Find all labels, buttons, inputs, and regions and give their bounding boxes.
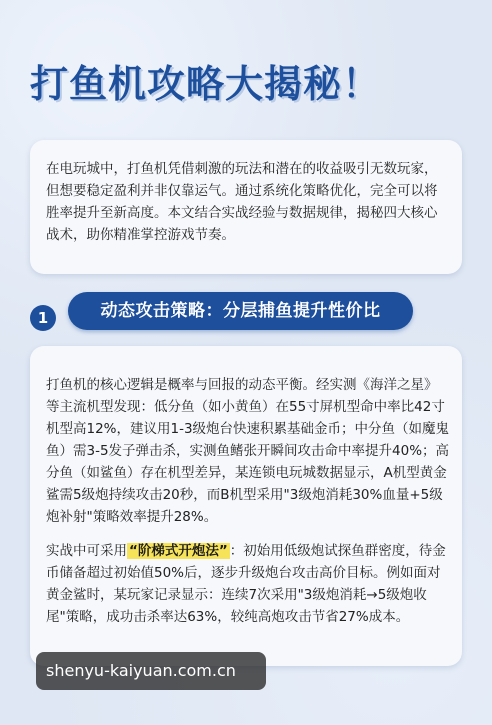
highlight-strategy-name: “阶梯式开炮法” [129, 543, 228, 559]
watermark-text: shenyu-kaiyuan.com.cn [46, 661, 236, 680]
paragraph-2-suffix: ：初始用低级炮试探鱼群密度，待金币储备超过初始值50%后，逐步升级炮台攻击高价目标。例如面对黄金鲨时，某玩家记录显示：连续7次采用"3级炮消耗→5级炮收尾"策略，成功击杀率达63%，较纯高炮攻击节省27%成本。 [46, 543, 446, 625]
body-paragraph-1: 打鱼机的核心逻辑是概率与回报的动态平衡。经实测《海洋之星》等主流机型发现：低分鱼（如小黄鱼）在55寸屏机型命中率比42寸机型高12%，建议用1-3级炮台快速积累基础金币；中分鱼（如魔鬼鱼）需3-5发子弹击杀，实测鱼鳍张开瞬间攻击命中率提升40%；高分鱼（如鲨鱼）存在机型差异，某连锁电玩城数据显示，A机型黄金鲨需5级炮持续攻击20秒，而B机型采用"3级炮消耗30%血量+5级炮补射"策略效率提升28%。 [46, 377, 450, 525]
section-number-badge: 1 [30, 305, 56, 331]
page-title: 打鱼机攻略大揭秘！ [30, 62, 382, 106]
body-paragraph-2 [46, 540, 450, 628]
intro-card [30, 140, 462, 274]
body-card [30, 346, 462, 666]
paragraph-2-prefix: 实战中可采用 [46, 543, 127, 559]
intro-text: 在电玩城中，打鱼机凭借刺激的玩法和潜在的收益吸引无数玩家，但想要稳定盈利并非仅靠运气。通过系统化策略优化，完全可以将胜率提升至新高度。本文结合实战经验与数据规律，揭秘四大核心战术，助你精准掌控游戏节奏。 [46, 161, 438, 243]
section-banner [68, 292, 413, 330]
watermark-badge [36, 652, 266, 690]
section-title: 动态攻击策略：分层捕鱼提升性价比 [100, 301, 381, 321]
